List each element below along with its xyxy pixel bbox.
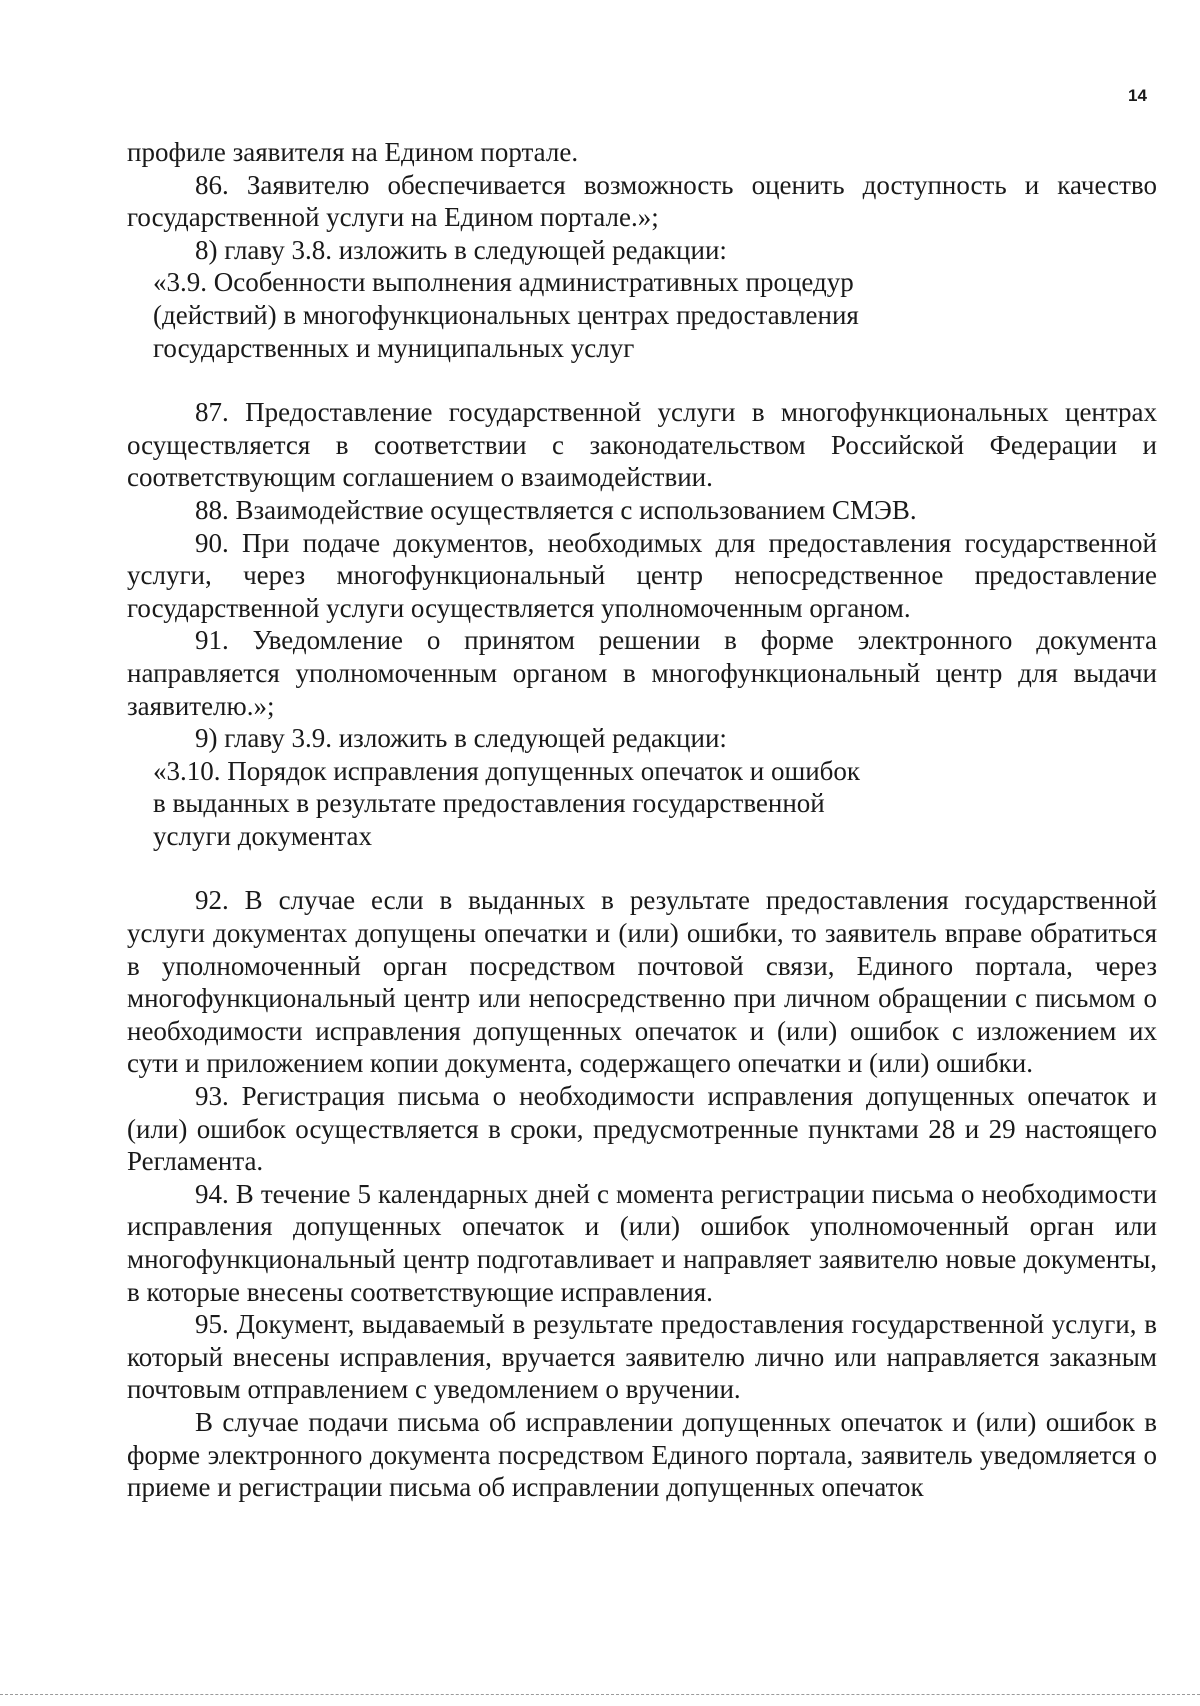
paragraph-95: 95. Документ, выдаваемый в результате предоставления государственной услуги, в который внесены исправления, вручается заявителю лично или направляется заказным почтовым отправлением с уведомлением о вручении. (127, 1309, 1157, 1405)
paragraph-87: 87. Предоставление государственной услуги в многофункциональных центрах осуществляется в соответствии с законодательством Российской Федерации и соответствующим соглашением о взаимодействии. (127, 397, 1157, 493)
paragraph-90: 90. При подаче документов, необходимых для предоставления государственной услуги, через многофункциональный центр непосредственное предоставление государственной услуги осуществляется уполномоченным органом. (127, 527, 1157, 623)
paragraph-item-9: 9) главу 3.9. изложить в следующей редакции: (195, 723, 727, 754)
document-body (127, 136, 1157, 1504)
paragraph-93: 93. Регистрация письма о необходимости исправления допущенных опечаток и (или) ошибок осуществляется в сроки, предусмотренные пунктами 28 и 29 настоящего Регламента. (127, 1081, 1157, 1177)
paragraph-item-8: 8) главу 3.8. изложить в следующей редакции: (195, 234, 727, 265)
paragraph-88: 88. Взаимодействие осуществляется с использованием СМЭВ. (195, 494, 917, 525)
page-number: 14 (1128, 86, 1147, 105)
section-heading-3-9-line-2: (действий) в многофункциональных центрах предоставления (153, 299, 859, 330)
section-heading-3-10-line-2: в выданных в результате предоставления государственной (153, 788, 825, 819)
paragraph-91: 91. Уведомление о принятом решении в форме электронного документа направляется уполномоченным органом в многофункциональный центр для выдачи заявителю.»; (127, 625, 1157, 721)
section-heading-3-9-line-1: «3.9. Особенности выполнения административных процедур (153, 267, 854, 298)
paragraph-95-continuation: В случае подачи письма об исправлении допущенных опечаток и (или) ошибок в форме электронного документа посредством Единого портала, заявитель уведомляется о приеме и регистрации письма об исправлении допущенных опечаток (127, 1406, 1157, 1503)
section-heading-3-9-line-3: государственных и муниципальных услуг (153, 332, 635, 363)
paragraph-86: 86. Заявителю обеспечивается возможность оценить доступность и качество государственной услуги на Едином портале.»; (127, 169, 1157, 233)
section-heading-3-10-line-3: услуги документах (153, 820, 372, 851)
section-heading-3-10-line-1: «3.10. Порядок исправления допущенных опечаток и ошибок (153, 755, 861, 786)
spacer (127, 852, 1157, 884)
paragraph-92: 92. В случае если в выданных в результате предоставления государственной услуги документах допущены опечатки и (или) ошибки, то заявитель вправе обратиться в уполномоченный орган посредством почтовой связи, Единого портала, через многофункциональный центр или непосредственно при личном обращении с письмом о необходимости исправления допущенных опечаток и (или) ошибок с изложением их сути и приложением копии документа, содержащего опечатки и (или) ошибки. (127, 885, 1157, 1079)
bottom-scan-edge (0, 1694, 1200, 1695)
paragraph-94: 94. В течение 5 календарных дней с момента регистрации письма о необходимости исправления допущенных опечаток и (или) ошибок уполномоченный орган или многофункциональный центр подготавливает и направляет заявителю новые документы, в которые внесены соответствующие исправления. (127, 1178, 1157, 1307)
paragraph-continuation: профиле заявителя на Едином портале. (127, 137, 579, 167)
spacer (127, 364, 1157, 396)
